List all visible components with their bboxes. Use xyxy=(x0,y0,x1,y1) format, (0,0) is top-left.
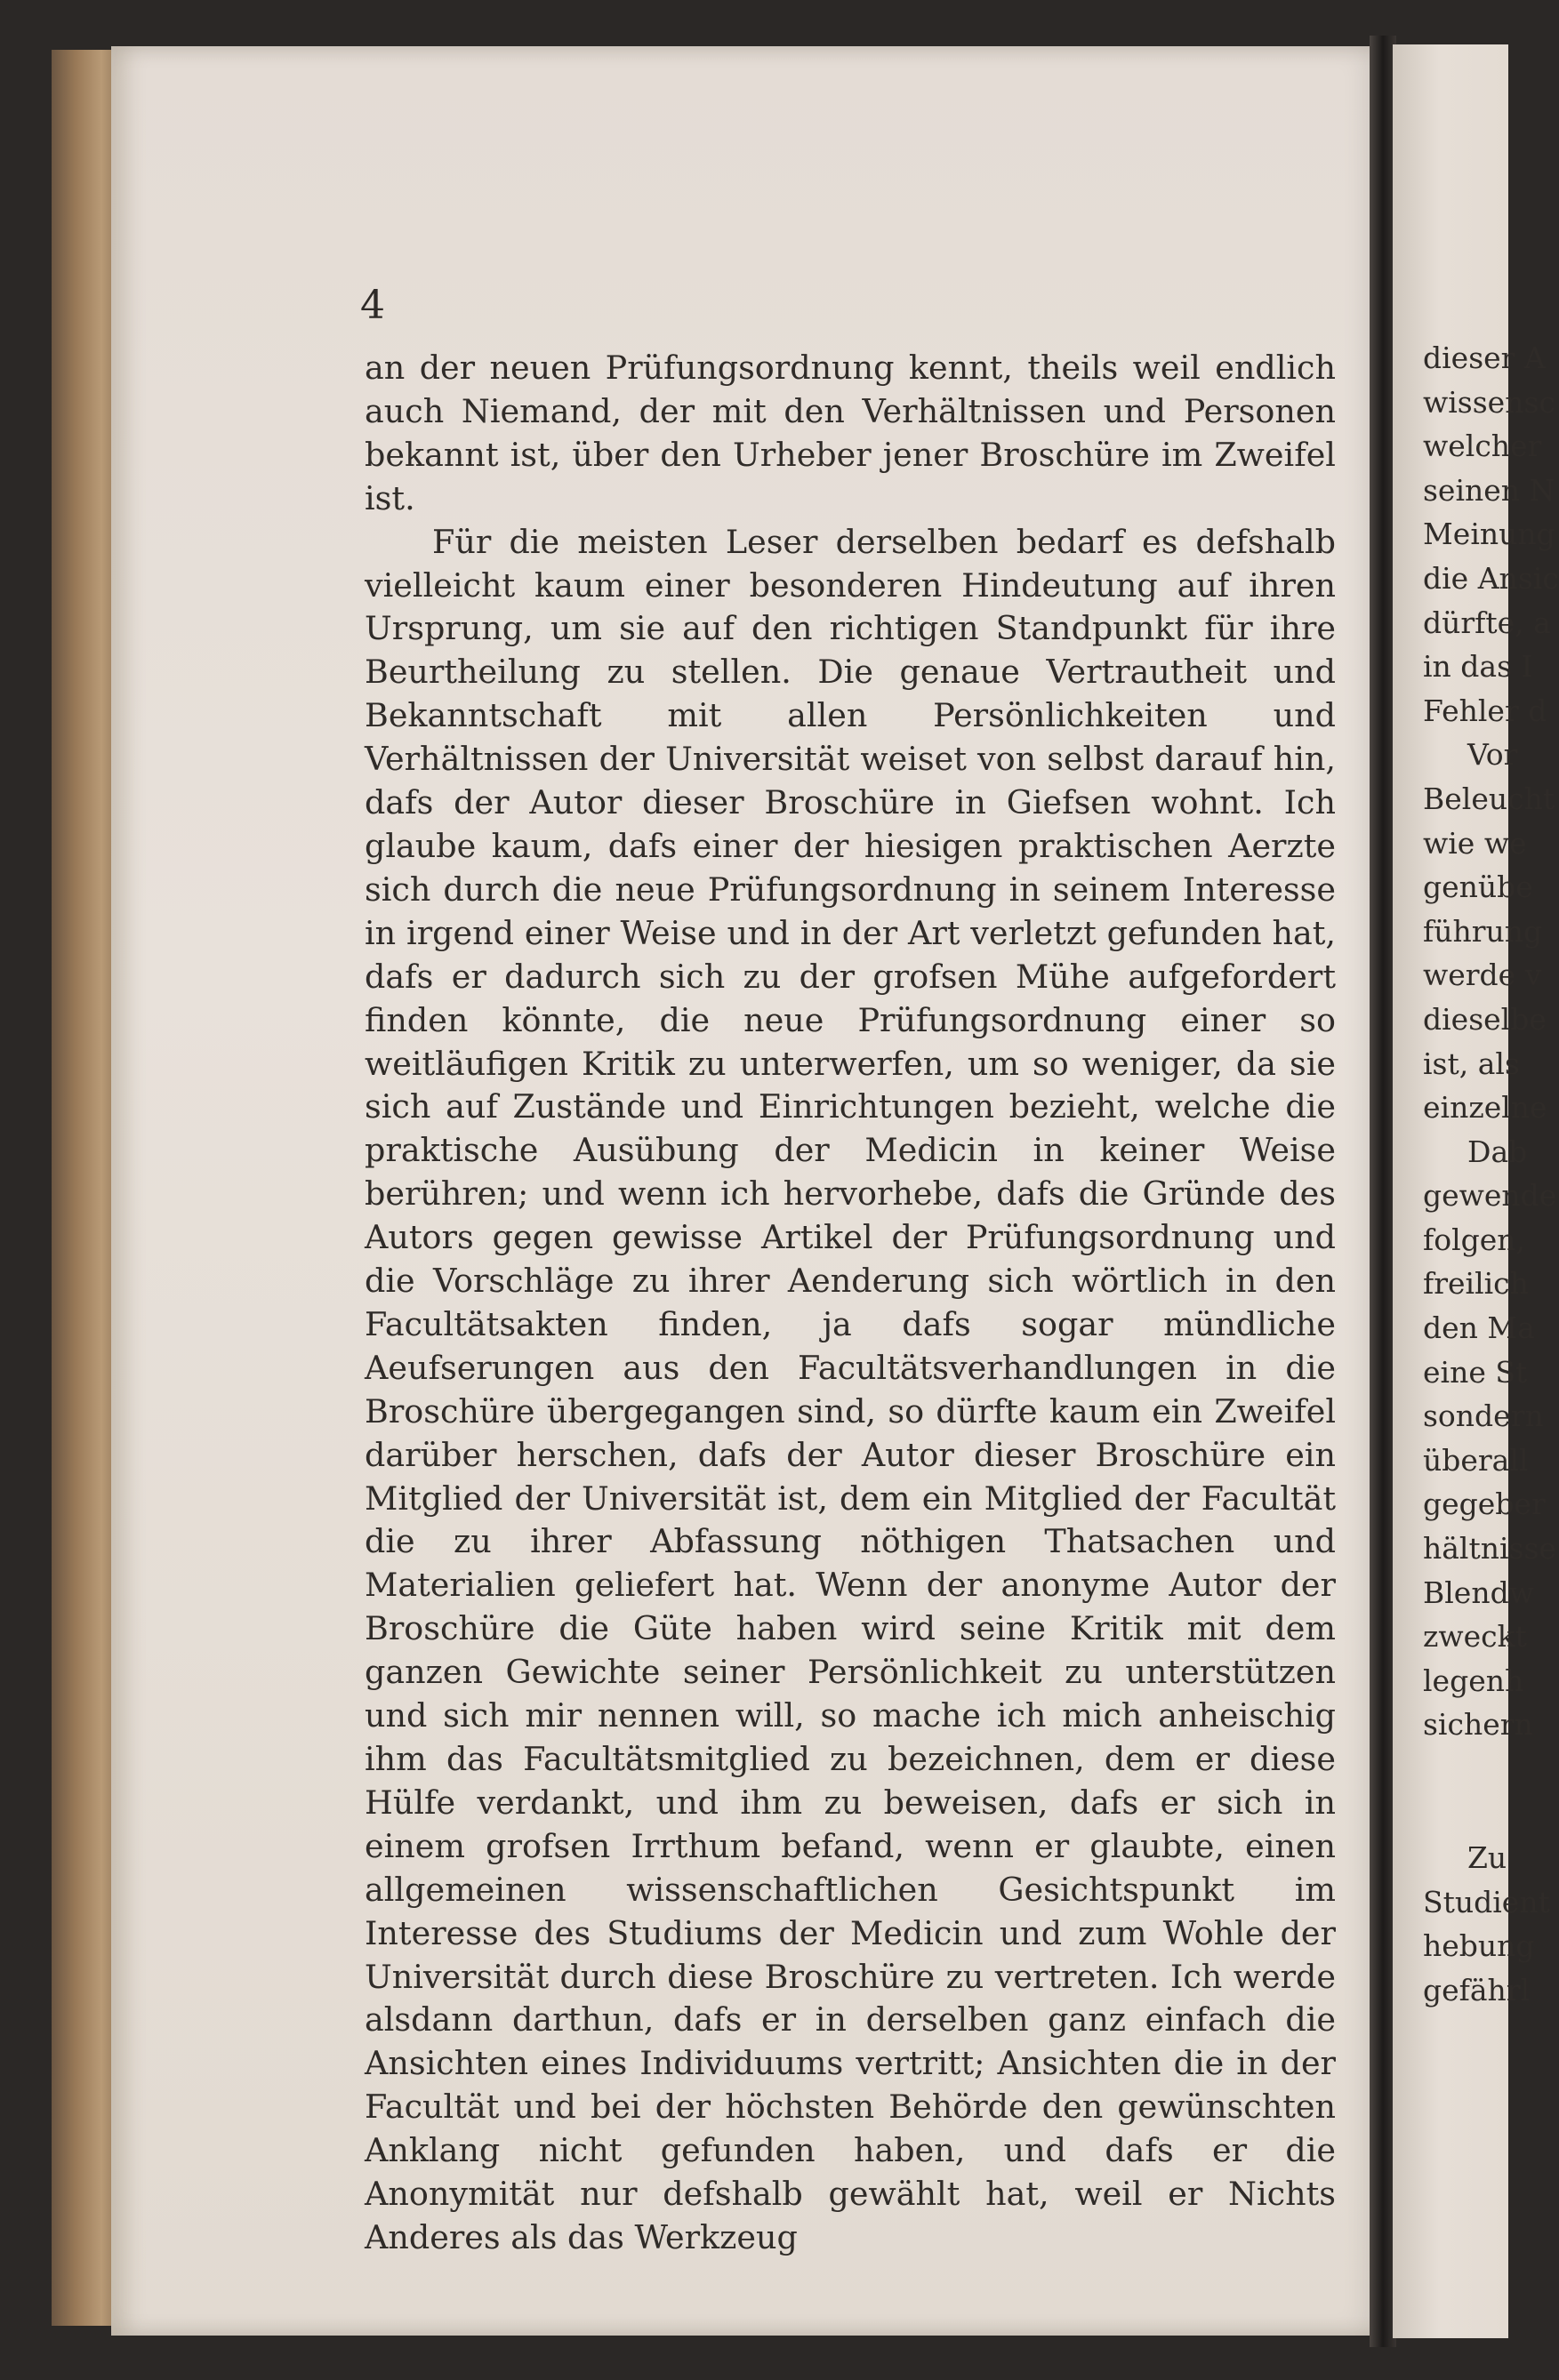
facing-page-line: Vor xyxy=(1467,737,1518,773)
facing-page-line: Dab xyxy=(1467,1134,1528,1169)
facing-page-line: gewende xyxy=(1423,1178,1557,1214)
facing-page-line: zweckt xyxy=(1423,1619,1527,1655)
facing-page-line: die Ansic xyxy=(1423,560,1559,596)
facing-page-line: gegeber xyxy=(1423,1486,1546,1522)
facing-page-text xyxy=(1423,336,1559,2012)
paragraph: Für die meisten Leser derselben bedarf es defshalb vielleicht kaum einer besonderen Hindeutung auf ihren Ursprung, um sie auf den richtigen Standpunkt für ihre Beurtheilung zu stellen. Die genaue Vertrautheit und Bekanntschaft mit allen Persönlichkeiten und Verhältnissen der Universität weiset von selbst darauf hin, dafs der Autor dieser Broschüre in Giefsen wohnt. Ich glaube kaum, dafs einer der hiesigen praktischen Aerzte sich durch die neue Prüfungsordnung in seinem Interesse in irgend einer Weise und in der Art verletzt gefunden hat, dafs er dadurch sich zu der grofsen Mühe aufgefordert finden könnte, die neue Prüfungsordnung einer so weitläufigen Kritik zu unterwerfen, um so weniger, da sie sich auf Zustände und Einrichtungen bezieht, welche die praktische Ausübung der Medicin in keiner Weise berühren; und wenn ich hervorhebe, dafs die Gründe des Autors gegen gewisse Artikel der Prüfungsordnung und die Vorschläge zu ihrer Aenderung sich wörtlich in den Facultätsakten finden, ja dafs sogar mündliche Aeufserungen aus den Facultätsverhandlungen in die Broschüre übergegangen sind, so dürfte kaum ein Zweifel darüber herschen, dafs der Autor dieser Broschüre ein Mitglied der Universität ist, dem ein Mitglied der Facultät die zu ihrer Abfassung nöthigen Thatsachen und Materialien geliefert hat. Wenn der anonyme Autor der Broschüre die Güte haben wird seine Kritik mit dem ganzen Gewichte seiner Persönlichkeit zu unterstützen und sich mir nennen will, so mache ich mich anheischig ihm das Facultätsmitglied zu bezeichnen, dem er diese Hülfe verdankt, und ihm zu beweisen, dafs er sich in einem grofsen Irrthum befand, wenn er glaubte, einen allgemeinen wissenschaftlichen Gesichtspunkt im Interesse des Studiums der Medicin und zum Wohle der Universität durch diese Broschüre zu vertreten. Ich werde alsdann darthun, dafs er in derselben ganz einfach die Ansichten eines Individuums vertritt; Ansichten die in der Facultät und bei der höchsten Behörde den gewünschten Anklang nicht gefunden haben, und dafs er die Anonymität nur defshalb gewählt hat, weil er Nichts Anderes als das Werkzeug xyxy=(365,522,1336,2256)
facing-page-line: überall xyxy=(1423,1442,1529,1478)
facing-page-line: seinen N xyxy=(1423,472,1555,508)
facing-page-line: legenh xyxy=(1423,1663,1524,1698)
facing-page-line: einzelne xyxy=(1423,1090,1547,1126)
facing-page-line: dürfte, a xyxy=(1423,605,1551,640)
facing-page-line: Zu xyxy=(1467,1840,1507,1875)
facing-page-line: welcher xyxy=(1423,429,1542,464)
facing-page-line: ist, als xyxy=(1423,1046,1520,1081)
facing-page-line: Studient xyxy=(1423,1884,1550,1919)
facing-page-line: sichern xyxy=(1423,1707,1533,1743)
facing-page-line: folgen, xyxy=(1423,1222,1526,1257)
facing-page-line: wie we xyxy=(1423,825,1527,861)
facing-page-gap xyxy=(1423,1747,1512,1836)
facing-page-line: freilich xyxy=(1423,1266,1529,1302)
facing-page-line: in das I xyxy=(1423,649,1533,685)
facing-page-line: werde v xyxy=(1423,958,1542,993)
page-number: 4 xyxy=(360,283,385,328)
facing-page-line: eine St xyxy=(1423,1354,1528,1390)
facing-page-line: sondern xyxy=(1423,1398,1544,1434)
facing-page-line: dieselbe xyxy=(1423,1001,1547,1037)
facing-page-line: hebung xyxy=(1423,1928,1535,1964)
facing-page-line: hältnisse xyxy=(1423,1531,1556,1567)
paragraph: an der neuen Prüfungsordnung kennt, theils weil endlich auch Niemand, der mit den Verhältnissen und Personen bekannt ist, über den Urheber jener Broschüre im Zweifel ist. xyxy=(365,349,1336,517)
facing-page-line: Blendw xyxy=(1423,1575,1534,1610)
facing-page-line: führung xyxy=(1423,913,1543,949)
facing-page-line: Fehler d xyxy=(1423,693,1547,728)
facing-page-line: dieser A xyxy=(1423,341,1546,375)
facing-page-line: wissensc xyxy=(1423,384,1555,420)
page-body-text xyxy=(365,347,1336,2260)
facing-page-line: den Ma xyxy=(1423,1310,1535,1346)
facing-page-line: gefährl xyxy=(1423,1972,1531,2007)
facing-page-line: Meinung xyxy=(1423,517,1555,552)
facing-page-line: genübe xyxy=(1423,869,1533,905)
facing-page-line: Beleucht xyxy=(1423,781,1555,816)
